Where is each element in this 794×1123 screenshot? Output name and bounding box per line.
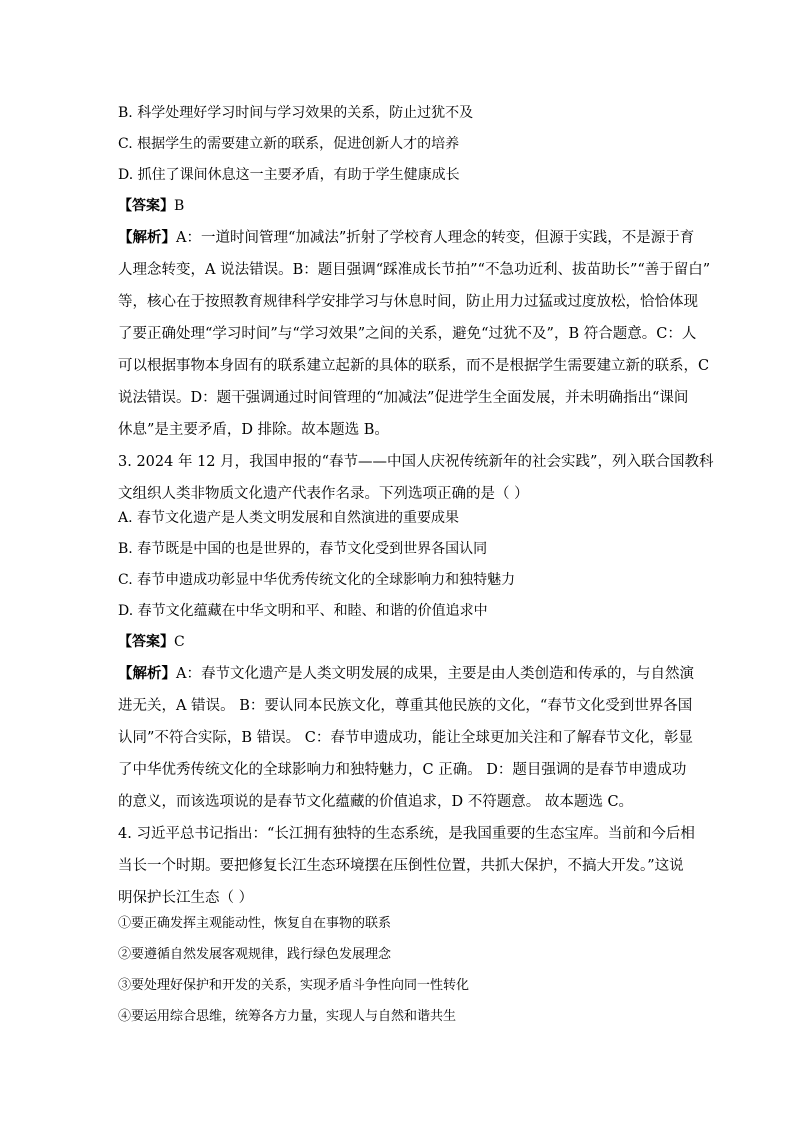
answer-label: 【答案】 xyxy=(118,198,174,214)
analysis-line: 了中华优秀传统文化的全球影响力和独特魅力，C 正确。 D：题目强调的是春节申遗成功 xyxy=(118,762,687,778)
analysis-line: 说法错误。D：题干强调通过时间管理的“加减法”促进学生全面发展，并未明确指出“课间 xyxy=(118,390,689,406)
analysis-line: 的意义，而该选项说的是春节文化蕴藏的价值追求，D 不符题意。 故本题选 C。 xyxy=(118,794,634,810)
q2-option-d: D. 抓住了课间休息这一主要矛盾，有助于学生健康成长 xyxy=(118,167,460,183)
q3-stem xyxy=(118,446,714,510)
answer-label: 【答案】 xyxy=(118,634,174,650)
answer-value: B xyxy=(174,198,185,214)
q3-option-c: C. 春节申遗成功彰显中华优秀传统文化的全球影响力和独特魅力 xyxy=(118,572,516,588)
q4-option-1: ①要正确发挥主观能动性，恢复自在事物的联系 xyxy=(118,916,392,931)
analysis-label: 【解析】 xyxy=(118,229,176,246)
q3-option-b: B. 春节既是中国的也是世界的，春节文化受到世界各国认同 xyxy=(118,541,488,557)
analysis-line: 【解析】A：春节文化遗产是人类文明发展的成果，主要是由人类创造和传承的，与自然演 xyxy=(118,665,694,682)
q4-stem xyxy=(118,818,695,914)
analysis-line: 等，核心在于按照教育规律科学安排学习与休息时间，防止用力过猛或过度放松，恰恰体现 xyxy=(118,294,698,310)
stem-line: 当长一个时期。要把修复长江生态环境摆在压倒性位置，共抓大保护，不搞大开发。”这说 xyxy=(118,858,684,874)
q3-analysis xyxy=(118,658,694,818)
q3-option-a: A. 春节文化遗产是人类文明发展和自然演进的重要成果 xyxy=(118,510,460,526)
analysis-label: 【解析】 xyxy=(118,665,176,682)
q2-option-b: B. 科学处理好学习时间与学习效果的关系，防止过犹不及 xyxy=(118,105,474,121)
analysis-line: 了要正确处理“学习时间”与“学习效果”之间的关系，避免“过犹不及”，B 符合题意。C：人 xyxy=(118,326,697,342)
stem-line: 4. 习近平总书记指出：“长江拥有独特的生态系统，是我国重要的生态宝库。当前和今后相 xyxy=(118,826,695,842)
analysis-line: 认同”不符合实际，B 错误。 C：春节申遗成功，能让全球更加关注和了解春节文化，彰显 xyxy=(118,730,693,746)
analysis-line: 人理念转变，A 说法错误。B：题目强调“踩准成长节拍”“不急功近利、拔苗助长”“善于留白” xyxy=(118,262,711,278)
q2-answer xyxy=(118,196,688,216)
stem-line: 文组织人类非物质文化遗产代表作名录。下列选项正确的是（ ） xyxy=(118,486,529,502)
answer-value: C xyxy=(174,634,185,650)
analysis-line: 休息”是主要矛盾，D 排除。故本题选 B。 xyxy=(118,422,389,438)
analysis-line: 进无关，A 错误。 B：要认同本民族文化，尊重其他民族的文化，“春节文化受到世界各国 xyxy=(118,698,693,714)
analysis-line: 可以根据事物本身固有的联系建立起新的具体的联系，而不是根据学生需要建立新的联系，C xyxy=(118,358,710,374)
stem-line: 明保护长江生态（ ） xyxy=(118,890,254,906)
q2-analysis xyxy=(118,222,711,446)
q3-option-d: D. 春节文化蕴藏在中华文明和平、和睦、和谐的价值追求中 xyxy=(118,603,488,619)
q4-option-4: ④要运用综合思维，统筹各方力量，实现人与自然和谐共生 xyxy=(118,1009,457,1024)
analysis-line: 【解析】A：一道时间管理“加减法”折射了学校育人理念的转变，但源于实践，不是源于育 xyxy=(118,229,695,246)
stem-line: 3. 2024 年 12 月，我国申报的“春节——中国人庆祝传统新年的社会实践”，列入联合国教科 xyxy=(118,454,714,470)
q2-option-c: C. 根据学生的需要建立新的联系，促进创新人才的培养 xyxy=(118,136,460,152)
q4-option-3: ③要处理好保护和开发的关系，实现矛盾斗争性向同一性转化 xyxy=(118,978,470,993)
q3-answer xyxy=(118,632,688,652)
q4-option-2: ②要遵循自然发展客观规律，践行绿色发展理念 xyxy=(118,947,392,962)
